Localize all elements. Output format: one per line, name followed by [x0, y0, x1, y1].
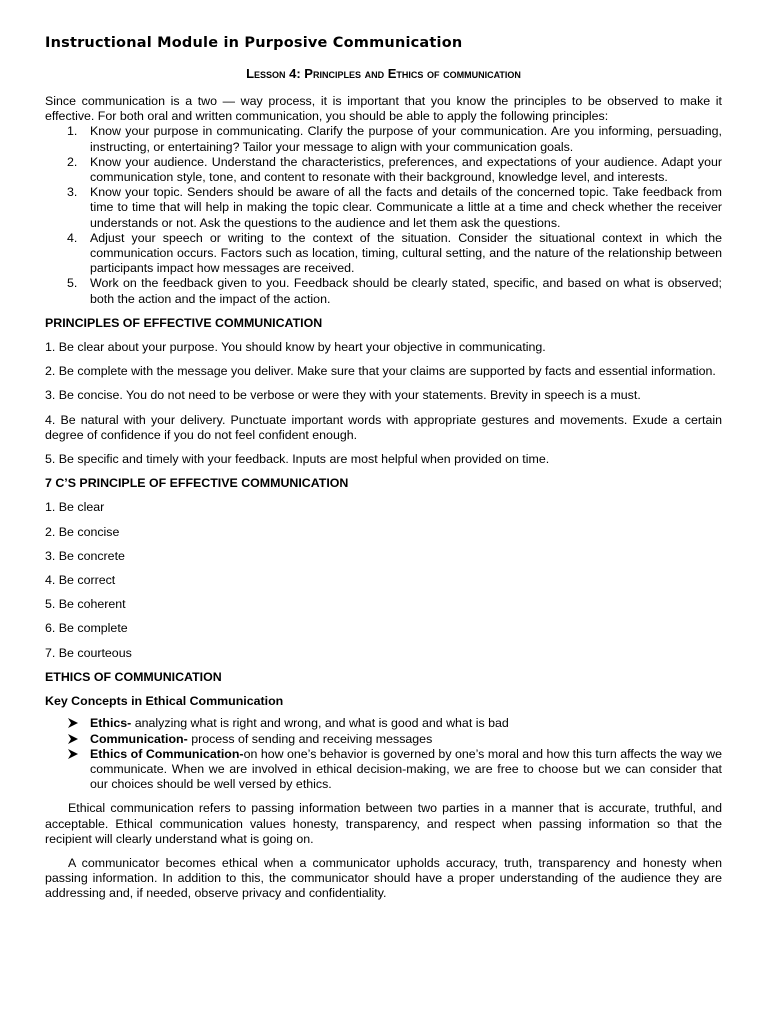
ethics-paragraph: Ethical communication refers to passing information between two parties in a manner that is accurate, truthful, and acceptable. Ethical communication values honesty, transparency, and respect when passing information so that the recipient will clearly understand what is going on.: [45, 801, 722, 846]
purpose-list: [45, 124, 722, 306]
list-number: 1.: [67, 124, 78, 139]
principle-item: 4. Be natural with your delivery. Punctuate important words with appropriate gestures and movements. Exude a certain degree of confidence if you do not feel confident enough.: [45, 412, 722, 442]
seven-cs-item: 4. Be correct: [45, 573, 116, 588]
concept-definition: analyzing what is right and wrong, and what is good and what is bad: [131, 716, 509, 731]
concept-item: [45, 747, 722, 793]
document-body: [45, 94, 722, 902]
concept-term: Ethics-: [90, 716, 132, 731]
seven-cs-item: 6. Be complete: [45, 621, 128, 636]
list-item: [45, 155, 722, 185]
module-title: Instructional Module in Purposive Communication: [45, 35, 463, 51]
list-item: [45, 231, 722, 277]
principle-item: 2. Be complete with the message you deliver. Make sure that your claims are supported by facts and essential information.: [45, 364, 716, 379]
list-item: [45, 124, 722, 154]
arrowhead-bullet-icon: [67, 733, 79, 745]
seven-cs-item: 2. Be concise: [45, 524, 120, 539]
seven-cs-item: 3. Be concrete: [45, 548, 125, 563]
concept-term: Ethics of Communication-: [90, 746, 244, 761]
seven-cs-item: 7. Be courteous: [45, 645, 132, 660]
arrowhead-bullet-icon: [67, 717, 79, 729]
concept-definition: process of sending and receiving messages: [187, 731, 433, 746]
concept-item: [45, 732, 722, 747]
concept-item: [45, 716, 722, 731]
list-item-text: Know your topic. Senders should be aware of all the facts and details of the concerned topic. Take feedback from time to time that will help in making the topic clear. Communicate a little at a time and check whether the receiver understands or not. Ask the questions to the audience and let them ask the questions.: [90, 185, 722, 230]
ethics-paragraph: A communicator becomes ethical when a communicator upholds accuracy, truth, transparency and honesty when passing information. In addition to this, the communicator should have a proper understanding of the audience they are addressing and, if needed, observe privacy and confidentiality.: [45, 855, 722, 901]
list-item: [45, 276, 722, 306]
seven-cs-item: 1. Be clear: [45, 500, 105, 515]
lesson-title: Lesson 4: Principles and Ethics of communication: [246, 66, 521, 81]
list-item: [45, 185, 722, 231]
concept-term: Communication-: [90, 731, 188, 746]
list-number: 2.: [67, 154, 78, 169]
list-item-text: Adjust your speech or writing to the context of the situation. Consider the situational context in which the communication occurs. Factors such as location, timing, cultural setting, and the nature of the relationship between participants impact how messages are received.: [90, 230, 722, 276]
concepts-list: [45, 716, 722, 792]
intro-paragraph: Since communication is a two — way process, it is important that you know the principles to be observed to make it effective. For both oral and written communication, you should be able to apply the following principles:: [45, 94, 722, 124]
list-number: 5.: [67, 276, 78, 291]
seven-cs-item: 5. Be coherent: [45, 597, 126, 612]
list-number: 4.: [67, 230, 78, 245]
principle-item: 5. Be specific and timely with your feedback. Inputs are most helpful when provided on time.: [45, 452, 550, 467]
principle-item: 3. Be concise. You do not need to be verbose or were they with your statements. Brevity in speech is a must.: [45, 388, 641, 403]
list-item-text: Know your purpose in communicating. Clarify the purpose of your communication. Are you informing, persuading, instructing, or entertaining? Tailor your message to align with your communication goals.: [90, 124, 722, 154]
key-concepts-subheading: Key Concepts in Ethical Communication: [45, 694, 284, 709]
ethics-heading: ETHICS OF COMMUNICATION: [45, 669, 222, 684]
list-item-text: Work on the feedback given to you. Feedback should be clearly stated, specific, and based on what is observed; both the action and the impact of the action.: [90, 276, 722, 306]
principles-heading: PRINCIPLES OF EFFECTIVE COMMUNICATION: [45, 315, 323, 330]
principle-item: 1. Be clear about your purpose. You should know by heart your objective in communicating.: [45, 340, 546, 355]
seven-cs-heading: 7 C’S PRINCIPLE OF EFFECTIVE COMMUNICATION: [45, 476, 349, 491]
list-item-text: Know your audience. Understand the characteristics, preferences, and expectations of your audience. Adapt your communication style, tone, and content to resonate with their background, knowledge level, and interests.: [90, 154, 722, 185]
arrowhead-bullet-icon: [67, 748, 79, 760]
list-number: 3.: [67, 185, 78, 200]
concept-definition: on how one’s behavior is governed by one’s moral and how this turn affects the way we communicate. When we are involved in ethical decision-making, we are free to choose but we can consider that our choices should be well versed by ethics.: [90, 746, 722, 792]
